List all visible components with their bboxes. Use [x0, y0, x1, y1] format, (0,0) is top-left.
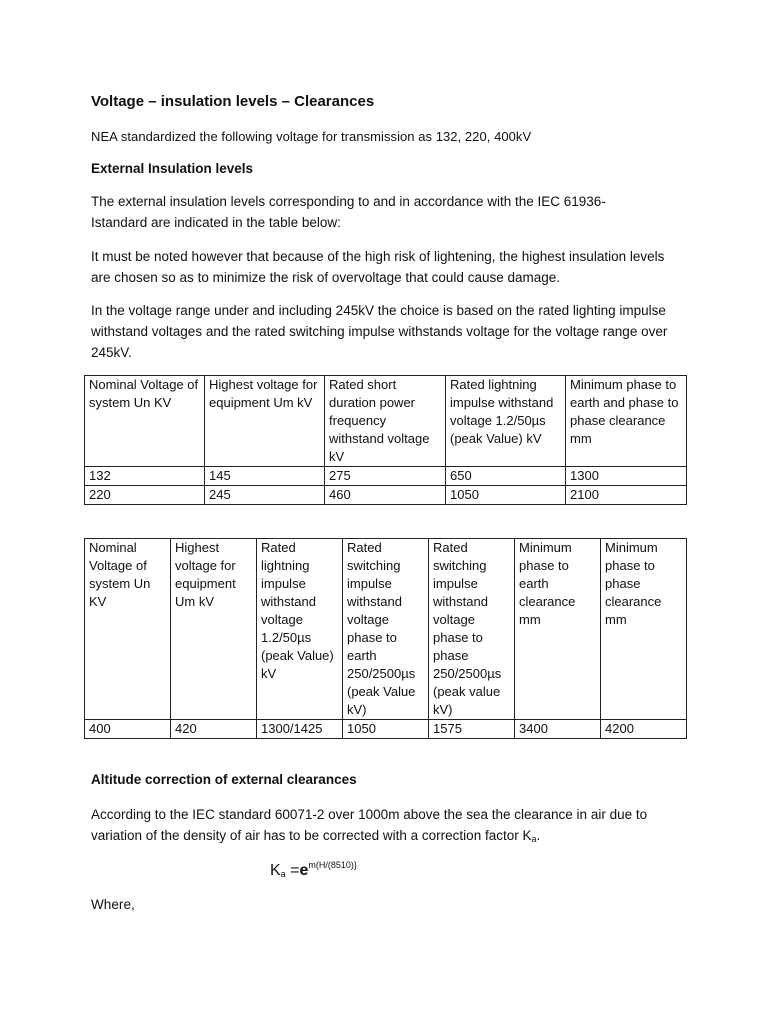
formula-lhs-subscript: a — [280, 869, 286, 879]
paragraph-altitude-correction — [91, 804, 701, 850]
table-header-cell: Rated lightning impulse withstand voltage 1.2/50µs (peak Value) kV — [257, 539, 343, 720]
intro-text: NEA standardized the following voltage for transmission as 132, 220, 400kV — [91, 129, 532, 144]
table-cell: 460 — [325, 486, 446, 505]
table-cell: 1050 — [446, 486, 566, 505]
formula-equals: = — [285, 862, 300, 879]
table-cell: 1575 — [429, 720, 515, 739]
insulation-table-132-220 — [84, 375, 687, 505]
table-row — [85, 467, 687, 486]
table-cell: 400 — [85, 720, 171, 739]
table-header-cell: Highest voltage for equipment Um kV — [205, 376, 325, 467]
table-header-row — [85, 376, 687, 467]
table-header-cell: Rated switching impulse withstand voltage phase to earth 250/2500µs (peak Value kV) — [343, 539, 429, 720]
insulation-table-400 — [84, 538, 687, 739]
table-header-cell: Rated lightning impulse withstand voltage 1.2/50µs (peak Value) kV — [446, 376, 566, 467]
table-cell: 145 — [205, 467, 325, 486]
table-cell: 275 — [325, 467, 446, 486]
table-header-cell: Minimum phase to phase clearance mm — [601, 539, 687, 720]
table-header-cell: Nominal Voltage of system Un KV — [85, 376, 205, 467]
formula-base: e — [299, 862, 309, 879]
table-header-row — [85, 539, 687, 720]
table-cell: 220 — [85, 486, 205, 505]
page-title: Voltage – insulation levels – Clearances — [91, 93, 375, 110]
table-cell: 2100 — [566, 486, 687, 505]
table-header-cell: Highest voltage for equipment Um kV — [171, 539, 257, 720]
table-cell: 245 — [205, 486, 325, 505]
table-header-cell: Rated switching impulse withstand voltage phase to phase 250/2500µs (peak value kV) — [429, 539, 515, 720]
correction-factor-formula — [270, 860, 357, 880]
section-heading-altitude-correction: Altitude correction of external clearances — [91, 772, 357, 787]
table-cell: 1050 — [343, 720, 429, 739]
paragraph-text: According to the IEC standard 60071-2 over 1000m above the sea the clearance in air due to variation of the density of air has to be corrected with a correction factor K — [91, 807, 648, 843]
table-row — [85, 720, 687, 739]
table-cell: 132 — [85, 467, 205, 486]
table-header-cell: Minimum phase to earth clearance mm — [515, 539, 601, 720]
correction-factor-subscript: a — [531, 834, 537, 844]
paragraph-end: . — [536, 828, 541, 843]
table-cell: 1300/1425 — [257, 720, 343, 739]
table-cell: 1300 — [566, 467, 687, 486]
section-heading-external-insulation: External Insulation levels — [91, 161, 254, 176]
table-header-cell: Rated short duration power frequency withstand voltage kV — [325, 376, 446, 467]
table-header-cell: Nominal Voltage of system Un KV — [85, 539, 171, 720]
paragraph-iec-reference: The external insulation levels corresponding to and in accordance with the IEC 61936-Istandard are indicated in the table below: — [91, 194, 606, 230]
table-cell: 650 — [446, 467, 566, 486]
paragraph-lightening-risk: It must be noted however that because of the high risk of lightening, the highest insulation levels are chosen so as to minimize the risk of overvoltage that could cause damage. — [91, 249, 665, 285]
where-label: Where, — [91, 897, 135, 912]
table-row — [85, 486, 687, 505]
paragraph-voltage-range: In the voltage range under and including 245kV the choice is based on the rated lighting impulse withstand voltages and the rated switching impulse withstands voltage for the voltage range over 245kV. — [91, 303, 668, 360]
formula-exponent: m(H/(8510)} — [308, 860, 357, 870]
table-cell: 420 — [171, 720, 257, 739]
table-cell: 4200 — [601, 720, 687, 739]
formula-lhs: K — [270, 862, 281, 879]
table-header-cell: Minimum phase to earth and phase to phase clearance mm — [566, 376, 687, 467]
table-cell: 3400 — [515, 720, 601, 739]
